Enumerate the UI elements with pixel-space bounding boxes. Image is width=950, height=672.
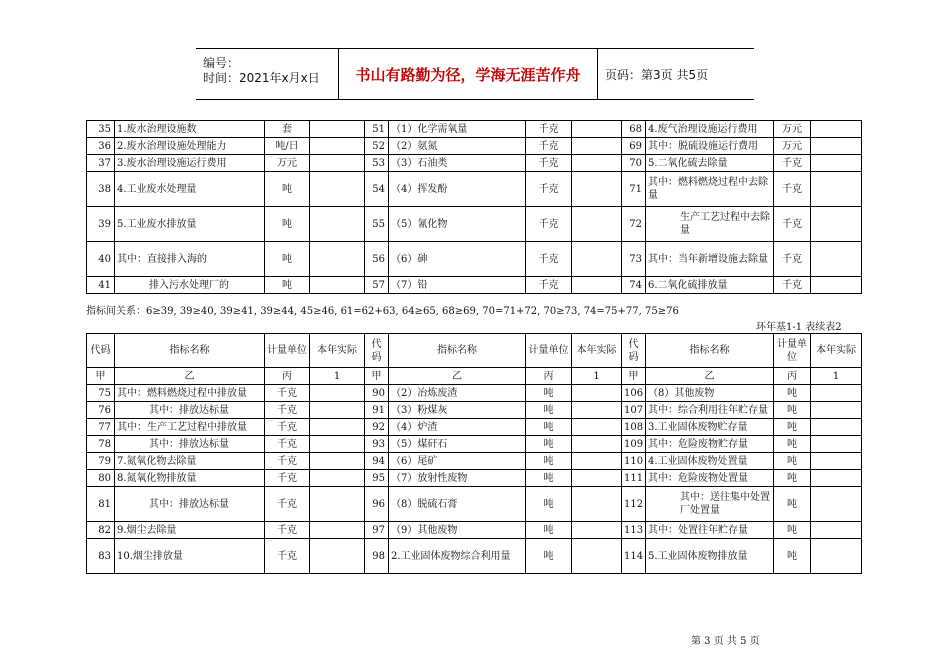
row-code: 95 — [365, 470, 389, 487]
indicator-name: 2.工业固体废物综合利用量 — [389, 539, 526, 574]
actual-value — [572, 172, 622, 207]
indicator-name: （6）砷 — [389, 242, 526, 277]
column-code-marker: 丙 — [526, 368, 572, 385]
indicator-name: （1）化学需氧量 — [389, 121, 526, 138]
table-row — [87, 121, 862, 138]
actual-value — [572, 419, 622, 436]
unit: 万元 — [774, 121, 811, 138]
unit: 套 — [265, 121, 310, 138]
row-code: 52 — [365, 138, 389, 155]
indicator-name: 5.工业废水排放量 — [115, 207, 265, 242]
unit: 万元 — [774, 138, 811, 155]
actual-value — [310, 522, 365, 539]
table-code-row — [87, 368, 862, 385]
unit: 千克 — [265, 402, 310, 419]
row-code: 82 — [87, 522, 115, 539]
time-label: 时间：2021年x月x日 — [203, 71, 320, 85]
column-code-marker: 甲 — [365, 368, 389, 385]
indicator-name: 其中：排放达标量 — [115, 436, 265, 453]
unit: 千克 — [526, 138, 572, 155]
unit: 吨 — [774, 402, 811, 419]
col-header-unit: 计量单位 — [265, 334, 310, 368]
actual-value — [811, 138, 862, 155]
indicator-name: （8）其他废物 — [646, 385, 774, 402]
indicator-name: 其中：燃料燃烧过程中去除量 — [646, 172, 774, 207]
col-header-indicator: 指标名称 — [646, 334, 774, 368]
actual-value — [310, 470, 365, 487]
table-row — [87, 487, 862, 522]
unit: 千克 — [774, 172, 811, 207]
actual-value — [811, 242, 862, 277]
row-code: 77 — [87, 419, 115, 436]
indicator-name: 3.工业固体废物贮存量 — [646, 419, 774, 436]
column-code-marker: 甲 — [87, 368, 115, 385]
unit: 千克 — [774, 242, 811, 277]
col-header-indicator: 指标名称 — [115, 334, 265, 368]
row-code: 91 — [365, 402, 389, 419]
column-code-marker: 丙 — [774, 368, 811, 385]
row-code: 37 — [87, 155, 115, 172]
table-row — [87, 172, 862, 207]
unit: 吨/日 — [265, 138, 310, 155]
actual-value — [811, 121, 862, 138]
page-label: 页码：第3页 共5页 — [605, 67, 709, 82]
indicator-name: （2）冶炼废渣 — [389, 385, 526, 402]
col-header-indicator: 指标名称 — [389, 334, 526, 368]
indicator-name: 其中：危险废物处置量 — [646, 470, 774, 487]
unit: 千克 — [774, 277, 811, 294]
table-header-row — [87, 334, 862, 368]
row-code: 57 — [365, 277, 389, 294]
actual-value — [572, 242, 622, 277]
actual-value — [811, 277, 862, 294]
actual-value — [310, 138, 365, 155]
actual-value — [310, 436, 365, 453]
actual-value — [811, 436, 862, 453]
indicator-name: 3.废水治理设施运行费用 — [115, 155, 265, 172]
row-code: 96 — [365, 487, 389, 522]
col-header-code: 代码 — [622, 334, 646, 368]
indicator-name: 4.工业固体废物处置量 — [646, 453, 774, 470]
indicator-name: 2.废水治理设施处理能力 — [115, 138, 265, 155]
column-code-marker: 甲 — [622, 368, 646, 385]
unit: 千克 — [265, 487, 310, 522]
unit: 千克 — [774, 155, 811, 172]
table-row — [87, 385, 862, 402]
actual-value — [310, 121, 365, 138]
indicator-name: 4.废气治理设施运行费用 — [646, 121, 774, 138]
actual-value — [811, 487, 862, 522]
actual-value — [310, 402, 365, 419]
indicator-name: 其中：燃料燃烧过程中排放量 — [115, 385, 265, 402]
row-code: 70 — [622, 155, 646, 172]
actual-value — [572, 539, 622, 574]
row-code: 80 — [87, 470, 115, 487]
row-code: 78 — [87, 436, 115, 453]
actual-value — [310, 419, 365, 436]
unit: 千克 — [526, 155, 572, 172]
indicator-name: （7）放射性废物 — [389, 470, 526, 487]
column-code-marker: 丙 — [265, 368, 310, 385]
actual-value — [310, 242, 365, 277]
actual-value — [572, 487, 622, 522]
unit: 吨 — [265, 172, 310, 207]
indicator-table-1 — [86, 120, 862, 294]
indicator-name: （5）煤矸石 — [389, 436, 526, 453]
unit: 吨 — [774, 487, 811, 522]
row-code: 109 — [622, 436, 646, 453]
row-code: 97 — [365, 522, 389, 539]
unit: 吨 — [526, 402, 572, 419]
row-code: 41 — [87, 277, 115, 294]
continuation-label: 环年基1-1 表续表2 — [756, 322, 842, 333]
unit: 千克 — [265, 470, 310, 487]
indicator-name: 10.烟尘排放量 — [115, 539, 265, 574]
unit: 吨 — [774, 522, 811, 539]
indicator-name: 8.氮氧化物排放量 — [115, 470, 265, 487]
column-code-marker: 1 — [572, 368, 622, 385]
actual-value — [572, 155, 622, 172]
unit: 吨 — [265, 207, 310, 242]
row-code: 106 — [622, 385, 646, 402]
header-meta-cell — [196, 49, 339, 99]
actual-value — [572, 470, 622, 487]
indicator-name: 9.烟尘去除量 — [115, 522, 265, 539]
row-code: 39 — [87, 207, 115, 242]
indicator-name: 7.氮氧化物去除量 — [115, 453, 265, 470]
actual-value — [572, 277, 622, 294]
row-code: 110 — [622, 453, 646, 470]
relations-note: 指标间关系：6≥39, 39≥40, 39≥41, 39≥44, 45≥46, 61=62+63, 64≥65, 68≥69, 70=71+72, 70≥73, 74=75+77, 75≥76 — [86, 306, 679, 317]
indicator-name: （2）氨氮 — [389, 138, 526, 155]
unit: 吨 — [774, 470, 811, 487]
row-code: 74 — [622, 277, 646, 294]
table-row — [87, 539, 862, 574]
row-code: 55 — [365, 207, 389, 242]
unit: 千克 — [265, 453, 310, 470]
col-header-actual: 本年实际 — [572, 334, 622, 368]
table-row — [87, 436, 862, 453]
unit: 吨 — [526, 539, 572, 574]
column-code-marker: 1 — [811, 368, 862, 385]
unit: 千克 — [265, 385, 310, 402]
row-code: 75 — [87, 385, 115, 402]
unit: 万元 — [265, 155, 310, 172]
indicator-name: 其中：处置往年贮存量 — [646, 522, 774, 539]
unit: 千克 — [265, 539, 310, 574]
motto: 书山有路勤为径，学海无涯苦作舟 — [339, 49, 598, 99]
row-code: 114 — [622, 539, 646, 574]
actual-value — [310, 172, 365, 207]
indicator-name: 其中：排放达标量 — [115, 487, 265, 522]
indicator-name: 其中：危险废物贮存量 — [646, 436, 774, 453]
row-code: 76 — [87, 402, 115, 419]
unit: 吨 — [774, 539, 811, 574]
indicator-name: 1.废水治理设施数 — [115, 121, 265, 138]
row-code: 72 — [622, 207, 646, 242]
col-header-code: 代码 — [365, 334, 389, 368]
row-code: 107 — [622, 402, 646, 419]
indicator-name: 其中：排放达标量 — [115, 402, 265, 419]
row-code: 94 — [365, 453, 389, 470]
unit: 吨 — [526, 436, 572, 453]
actual-value — [811, 453, 862, 470]
actual-value — [572, 138, 622, 155]
indicator-name: 排入污水处理厂的 — [115, 277, 265, 294]
row-code: 92 — [365, 419, 389, 436]
table-row — [87, 138, 862, 155]
actual-value — [572, 522, 622, 539]
unit: 千克 — [526, 277, 572, 294]
table-row — [87, 207, 862, 242]
row-code: 71 — [622, 172, 646, 207]
indicator-name: 其中：生产工艺过程中排放量 — [115, 419, 265, 436]
column-code-marker: 乙 — [115, 368, 265, 385]
indicator-name: 5.工业固体废物排放量 — [646, 539, 774, 574]
column-code-marker: 1 — [310, 368, 365, 385]
row-code: 108 — [622, 419, 646, 436]
actual-value — [310, 385, 365, 402]
unit: 吨 — [526, 522, 572, 539]
row-code: 54 — [365, 172, 389, 207]
actual-value — [572, 385, 622, 402]
actual-value — [572, 453, 622, 470]
row-code: 79 — [87, 453, 115, 470]
actual-value — [310, 487, 365, 522]
indicator-name: 其中：送往集中处置厂处置量 — [646, 487, 774, 522]
table-row — [87, 470, 862, 487]
row-code: 111 — [622, 470, 646, 487]
unit: 吨 — [265, 277, 310, 294]
indicator-name: 其中：当年新增设施去除量 — [646, 242, 774, 277]
actual-value — [572, 402, 622, 419]
unit: 千克 — [526, 172, 572, 207]
unit: 千克 — [526, 121, 572, 138]
actual-value — [572, 121, 622, 138]
indicator-name: （4）挥发酚 — [389, 172, 526, 207]
table-row — [87, 242, 862, 277]
actual-value — [811, 539, 862, 574]
col-header-unit: 计量单位 — [774, 334, 811, 368]
table-row — [87, 277, 862, 294]
col-header-actual: 本年实际 — [310, 334, 365, 368]
unit: 千克 — [526, 207, 572, 242]
row-code: 90 — [365, 385, 389, 402]
row-code: 40 — [87, 242, 115, 277]
unit: 千克 — [265, 522, 310, 539]
actual-value — [572, 436, 622, 453]
actual-value — [811, 207, 862, 242]
row-code: 98 — [365, 539, 389, 574]
indicator-name: （4）炉渣 — [389, 419, 526, 436]
table-row — [87, 522, 862, 539]
indicator-name: （9）其他废物 — [389, 522, 526, 539]
row-code: 69 — [622, 138, 646, 155]
table-row — [87, 453, 862, 470]
column-code-marker: 乙 — [389, 368, 526, 385]
row-code: 113 — [622, 522, 646, 539]
table-row — [87, 155, 862, 172]
unit: 千克 — [265, 419, 310, 436]
unit: 千克 — [526, 242, 572, 277]
document-header — [196, 48, 754, 100]
indicator-name: （5）氰化物 — [389, 207, 526, 242]
unit: 吨 — [774, 385, 811, 402]
row-code: 35 — [87, 121, 115, 138]
unit: 吨 — [774, 436, 811, 453]
indicator-name: 其中：综合利用往年贮存量 — [646, 402, 774, 419]
actual-value — [811, 402, 862, 419]
row-code: 38 — [87, 172, 115, 207]
row-code: 36 — [87, 138, 115, 155]
page-footer: 第 3 页 共 5 页 — [691, 636, 760, 647]
unit: 吨 — [526, 385, 572, 402]
col-header-actual: 本年实际 — [811, 334, 862, 368]
indicator-name: 生产工艺过程中去除量 — [646, 207, 774, 242]
indicator-name: （3）石油类 — [389, 155, 526, 172]
actual-value — [310, 539, 365, 574]
indicator-table-2 — [86, 333, 862, 574]
unit: 吨 — [526, 487, 572, 522]
row-code: 73 — [622, 242, 646, 277]
row-code: 112 — [622, 487, 646, 522]
col-header-code: 代码 — [87, 334, 115, 368]
column-code-marker: 乙 — [646, 368, 774, 385]
col-header-unit: 计量单位 — [526, 334, 572, 368]
actual-value — [811, 470, 862, 487]
indicator-name: 4.工业废水处理量 — [115, 172, 265, 207]
actual-value — [811, 419, 862, 436]
row-code: 56 — [365, 242, 389, 277]
indicator-name: 其中：直接排入海的 — [115, 242, 265, 277]
unit: 吨 — [265, 242, 310, 277]
row-code: 51 — [365, 121, 389, 138]
row-code: 81 — [87, 487, 115, 522]
row-code: 68 — [622, 121, 646, 138]
row-code: 53 — [365, 155, 389, 172]
unit: 千克 — [774, 207, 811, 242]
actual-value — [811, 385, 862, 402]
unit: 吨 — [526, 470, 572, 487]
indicator-name: 其中：脱硫设施运行费用 — [646, 138, 774, 155]
unit: 吨 — [526, 453, 572, 470]
actual-value — [310, 155, 365, 172]
table-row — [87, 419, 862, 436]
actual-value — [811, 155, 862, 172]
indicator-name: 5.二氧化硫去除量 — [646, 155, 774, 172]
indicator-name: 6.二氧化硫排放量 — [646, 277, 774, 294]
actual-value — [310, 207, 365, 242]
row-code: 83 — [87, 539, 115, 574]
unit: 吨 — [526, 419, 572, 436]
unit: 吨 — [774, 419, 811, 436]
unit: 千克 — [265, 436, 310, 453]
actual-value — [572, 207, 622, 242]
unit: 吨 — [774, 453, 811, 470]
indicator-name: （3）粉煤灰 — [389, 402, 526, 419]
indicator-name: （6）尾矿 — [389, 453, 526, 470]
actual-value — [310, 453, 365, 470]
actual-value — [811, 522, 862, 539]
actual-value — [310, 277, 365, 294]
actual-value — [811, 172, 862, 207]
table-row — [87, 402, 862, 419]
indicator-name: （8）脱硫石膏 — [389, 487, 526, 522]
number-label: 编号： — [203, 56, 240, 70]
indicator-name: （7）铅 — [389, 277, 526, 294]
row-code: 93 — [365, 436, 389, 453]
